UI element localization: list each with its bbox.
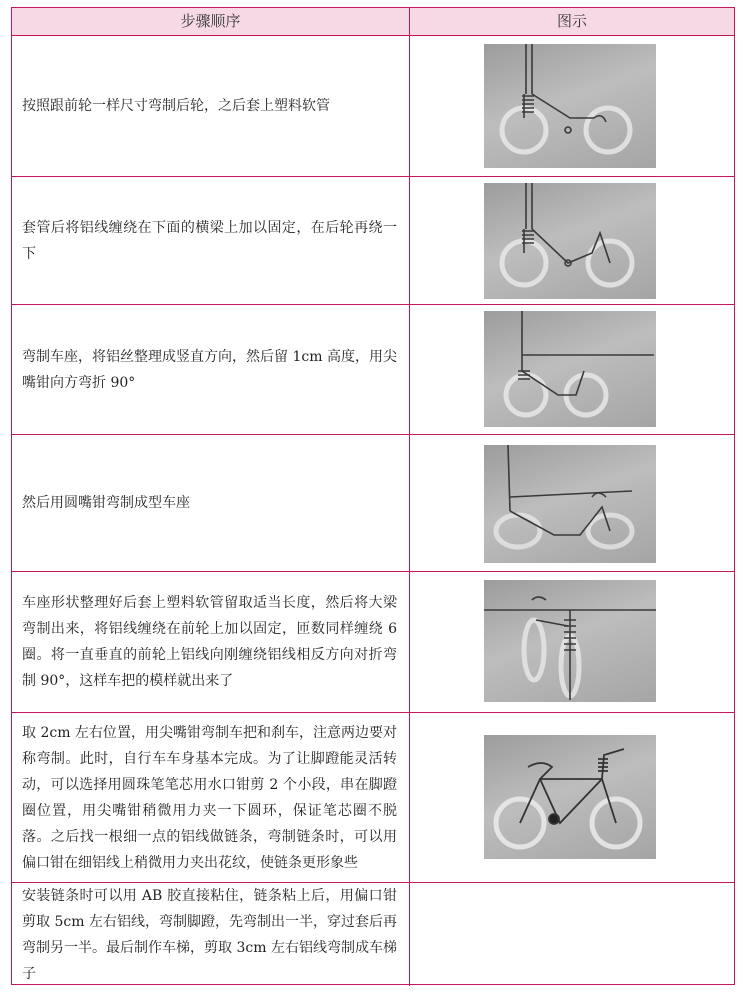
step-text: 然后用圆嘴钳弯制成型车座: [22, 495, 190, 511]
figure-cell: [409, 36, 733, 176]
step-photo-wrap-frame: [484, 183, 656, 299]
figure-cell: [409, 435, 733, 571]
step-text: 取 2cm 左右位置，用尖嘴钳弯制车把和刹车，注意两边要对称弯制。此时，自行车车身基本完成。为了让脚蹬能灵活转动，可以选择用圆珠笔笔芯用水口钳剪 2 个小段，串在脚蹬圈位置，用尖嘴钳稍微用力夹一下圆环，保证笔芯圈不脱落。之后找一根细一点的铝线做链条，弯制链条时，可以用偏口钳在细铝线上稍微用力夹出花纹，使链条更形象些: [22, 724, 397, 871]
step-photo-handlebar: [484, 580, 656, 702]
table-row: [12, 713, 734, 883]
figure-cell-empty: [409, 883, 733, 986]
step-text: 安装链条时可以用 AB 胶直接粘住，链条粘上后，用偏口钳剪取 5cm 左右铝线，弯制脚蹬，先弯制出一半，穿过套后再弯制另一半。最后制作车梯，剪取 3cm 左右铝线弯制成车梯子: [22, 887, 397, 982]
figure-cell: [409, 713, 733, 882]
table-header: [12, 8, 734, 36]
step-photo-rear-wheel: [484, 44, 656, 168]
figure-cell: [409, 177, 733, 304]
header-figure: 图示: [409, 8, 734, 35]
table-row: [12, 305, 734, 435]
step-text: 车座形状整理好后套上塑料软管留取适当长度，然后将大梁弯制出来，将铝线缠绕在前轮上加以固定，匝数同样缠绕 6 圈。将一直垂直的前轮上铝线向刚缠绕铝线相反方向对折弯制 90°，这样车把的模样就出来了: [22, 595, 397, 689]
header-steps: 步骤顺序: [180, 12, 241, 30]
step-photo-seat-bend: [484, 311, 656, 427]
step-photo-seat-shape: [484, 445, 656, 563]
figure-cell: [409, 305, 733, 434]
table-row: [12, 572, 734, 713]
figure-cell: [409, 572, 733, 712]
table-row: [12, 435, 734, 572]
step-text: 套管后将铝线缠绕在下面的横梁上加以固定，在后轮再绕一下: [22, 219, 397, 262]
table-row: [12, 36, 734, 177]
table-row: [12, 177, 734, 305]
steps-table: [11, 7, 735, 985]
step-text: 弯制车座，将铝丝整理成竖直方向，然后留 1cm 高度，用尖嘴钳向方弯折 90°: [22, 348, 397, 391]
table-row: [12, 883, 734, 986]
step-photo-finished-bicycle: [484, 735, 656, 859]
step-text: 按照跟前轮一样尺寸弯制后轮，之后套上塑料软管: [22, 98, 330, 114]
